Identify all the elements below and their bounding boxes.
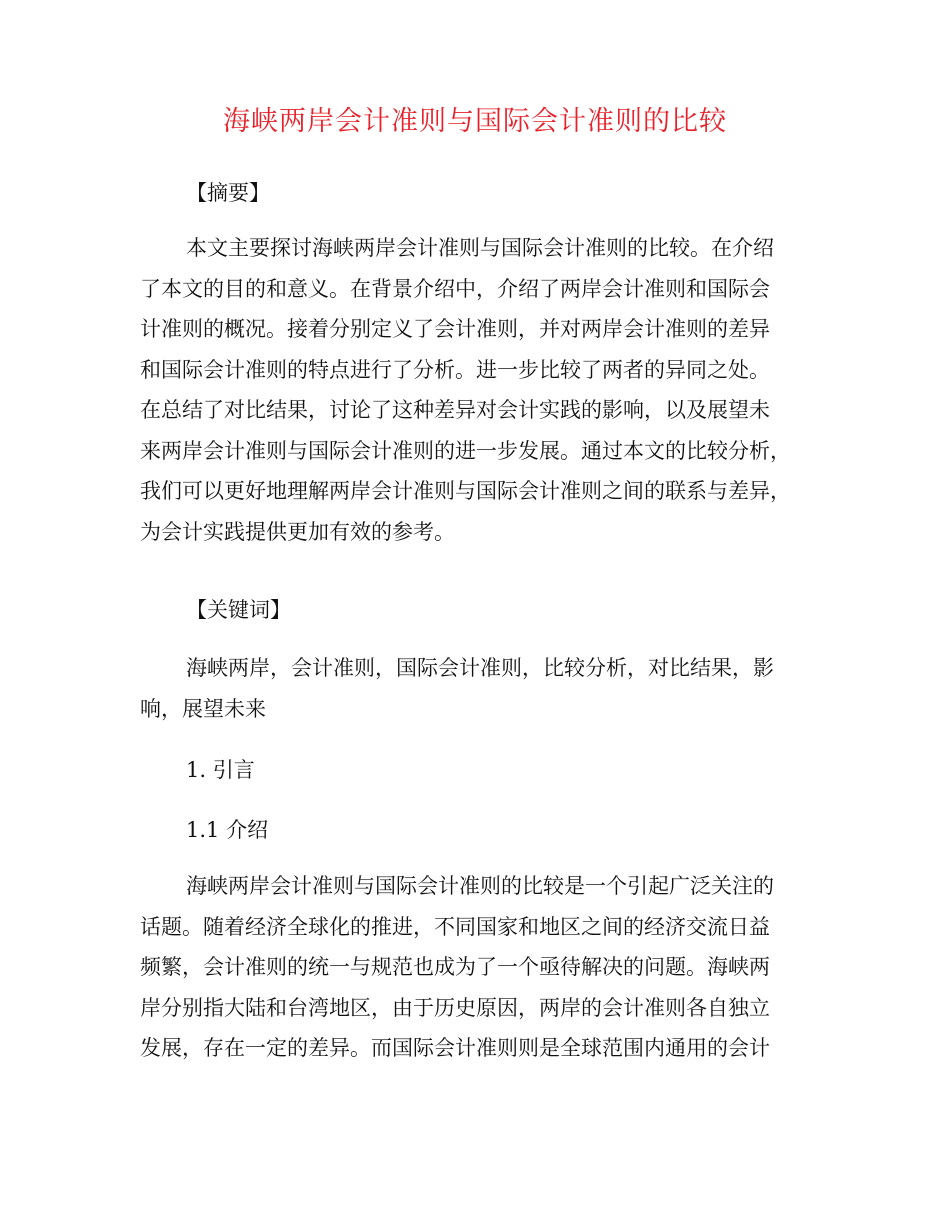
paragraph-line: 话题。随着经济全球化的推进，不同国家和地区之间的经济交流日益: [140, 914, 770, 939]
keywords-heading: 【关键词】: [186, 598, 291, 622]
subsection-heading-overview: 1.1 介绍: [186, 818, 269, 842]
section-paragraph: [140, 866, 840, 1069]
paragraph-line: 在总结了对比结果，讨论了这种差异对会计实践的影响，以及展望未: [140, 398, 770, 422]
keywords-paragraph: [140, 648, 840, 729]
paragraph-line: 来两岸会计准则与国际会计准则的进一步发展。通过本文的比较分析，: [140, 438, 791, 463]
paragraph-line: 响，展望未来: [140, 696, 266, 721]
paragraph-line: 发展，存在一定的差异。而国际会计准则则是全球范围内通用的会计: [140, 1036, 770, 1060]
paragraph-line: 了本文的目的和意义。在背景介绍中，介绍了两岸会计准则和国际会: [140, 276, 770, 301]
abstract-heading: 【摘要】: [186, 181, 270, 205]
paragraph-line: 频繁，会计准则的统一与规范也成为了一个亟待解决的问题。海峡两: [140, 955, 770, 979]
document-title: 海峡两岸会计准则与国际会计准则的比较: [223, 106, 727, 137]
paragraph-line: 本文主要探讨海峡两岸会计准则与国际会计准则的比较。在介绍: [186, 236, 774, 260]
abstract-paragraph: [140, 228, 840, 552]
paragraph-line: 为会计实践提供更加有效的参考。: [140, 519, 455, 544]
paragraph-line: 海峡两岸，会计准则，国际会计准则，比较分析，对比结果，影: [186, 656, 774, 680]
section-heading-introduction: 1. 引言: [186, 758, 255, 782]
paragraph-line: 海峡两岸会计准则与国际会计准则的比较是一个引起广泛关注的: [186, 874, 774, 898]
paragraph-line: 岸分别指大陆和台湾地区，由于历史原因，两岸的会计准则各自独立: [140, 995, 770, 1020]
paragraph-line: 计准则的概况。接着分别定义了会计准则，并对两岸会计准则的差异: [140, 317, 770, 341]
paragraph-line: 和国际会计准则的特点进行了分析。进一步比较了两者的异同之处。: [140, 357, 770, 382]
paragraph-line: 我们可以更好地理解两岸会计准则与国际会计准则之间的联系与差异，: [140, 479, 791, 503]
